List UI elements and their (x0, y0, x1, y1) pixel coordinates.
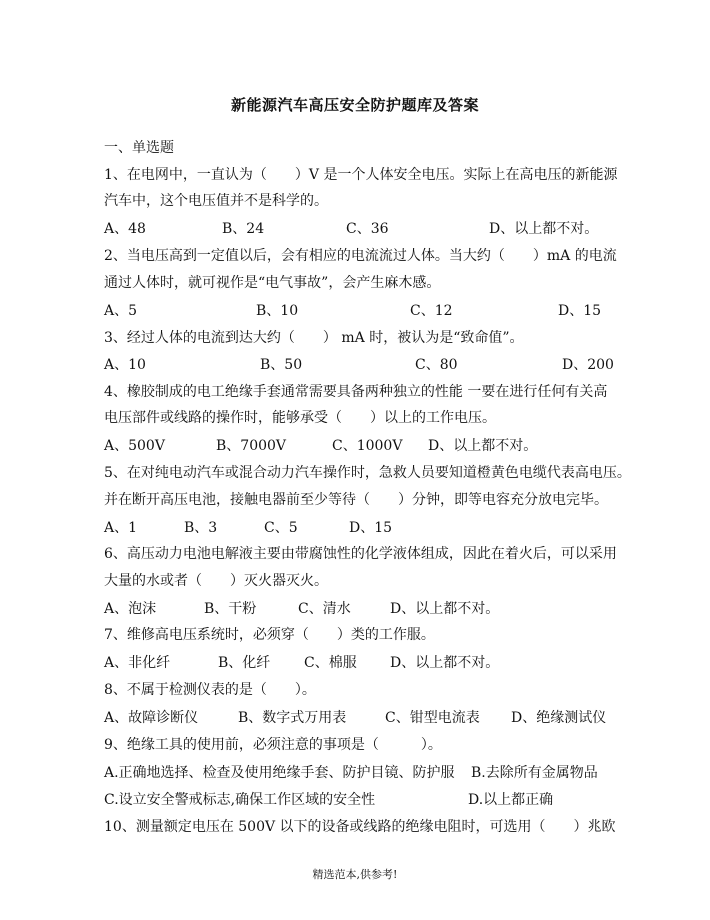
option-b: B、7000V (216, 438, 287, 454)
option-d: D、以上都不对。 (428, 438, 538, 454)
option-d: D、绝缘测试仪 (511, 710, 607, 726)
option-d: D、以上都不对。 (390, 655, 500, 671)
question-4-options (104, 437, 604, 455)
option-b: B、干粉 (204, 601, 257, 617)
option-d: D、以上都不对。 (489, 221, 599, 237)
option-c: C、12 (410, 303, 453, 319)
option-c: C、1000V (332, 438, 403, 454)
option-a: A、500V (104, 438, 165, 454)
question-5-line-2: 并在断开高压电池，接触电器前至少等待（ ）分钟，即等电容充分放电完毕。 (104, 492, 608, 508)
question-5-line-1: 5、在对纯电动汽车或混合动力汽车操作时，急救人员要知道橙黄色电缆代表高电压。 (104, 465, 631, 481)
option-b: B、50 (260, 357, 303, 373)
option-d: D、15 (349, 520, 393, 536)
question-3-options (104, 356, 614, 374)
option-c: C、80 (415, 357, 458, 373)
option-c: C、清水 (298, 601, 351, 617)
question-4-line-2: 电压部件或线路的操作时，能够承受（ ）以上的工作电压。 (104, 410, 496, 426)
question-5-options (104, 519, 604, 537)
option-d: D、15 (558, 303, 602, 319)
section-heading: 一、单选题 (104, 140, 174, 156)
question-2-line-2: 通过人体时，就可视作是“电气事故”，会产生麻木感。 (104, 275, 441, 291)
option-a: A、5 (104, 303, 138, 319)
option-b: B、3 (184, 520, 218, 536)
option-a: A、48 (104, 221, 146, 237)
question-3-line-1: 3、经过人体的电流到达大约（ ） mA 时，被认为是“致命值”。 (104, 330, 524, 346)
question-2-options (104, 302, 604, 320)
question-2-line-1: 2、当电压高到一定值以后，会有相应的电流流过人体。当大约（ ）mA 的电流 (104, 248, 617, 264)
option-d: D.以上都正确 (468, 792, 554, 808)
option-d: D、以上都不对。 (390, 601, 500, 617)
question-6-options (104, 600, 604, 618)
option-b: B、数字式万用表 (238, 710, 347, 726)
option-d: D、200 (562, 357, 614, 373)
question-8-line-1: 8、不属于检测仪表的是（ ）。 (104, 682, 316, 698)
question-1-options (104, 220, 604, 238)
option-a: A、泡沫 (104, 601, 157, 617)
question-1-line-2: 汽车中，这个电压值并不是科学的。 (104, 193, 328, 209)
question-7-line-1: 7、维修高电压系统时，必须穿（ ）类的工作服。 (104, 627, 435, 643)
page-footer: 精选范本,供参考! (312, 868, 398, 881)
option-c: C、棉服 (304, 655, 357, 671)
option-b: B、10 (256, 303, 299, 319)
option-b: B、化纤 (218, 655, 271, 671)
question-9-options-row-1 (104, 764, 604, 782)
question-6-line-2: 大量的水或者（ ）灭火器灭火。 (104, 573, 328, 589)
option-c: C.设立安全警戒标志,确保工作区域的安全性 (104, 792, 376, 808)
option-b: B、24 (222, 221, 265, 237)
question-9-options-row-2 (104, 791, 604, 809)
option-c: C、36 (346, 221, 389, 237)
option-a: A、10 (104, 357, 146, 373)
option-a: A、1 (104, 520, 138, 536)
question-10-line-1: 10、测量额定电压在 500V 以下的设备或线路的绝缘电阻时，可选用（ ）兆欧 (104, 819, 616, 835)
question-6-line-1: 6、高压动力电池电解液主要由带腐蚀性的化学液体组成，因此在着火后，可以采用 (104, 546, 617, 562)
question-8-options (104, 709, 607, 727)
document-title: 新能源汽车高压安全防护题库及答案 (230, 96, 479, 114)
option-a: A、非化纤 (104, 655, 171, 671)
option-b: B.去除所有金属物品 (471, 765, 598, 781)
question-9-line-1: 9、绝缘工具的使用前，必须注意的事项是（ ）。 (104, 737, 442, 753)
option-c: C、5 (264, 520, 298, 536)
option-a: A.正确地选择、检查及使用绝缘手套、防护目镜、防护服 (104, 765, 455, 781)
option-a: A、故障诊断仪 (104, 710, 199, 726)
question-4-line-1: 4、橡胶制成的电工绝缘手套通常需要具备两种独立的性能 一要在进行任何有关高 (104, 384, 608, 400)
option-c: C、钳型电流表 (385, 710, 480, 726)
question-1-line-1: 1、在电网中，一直认为（ ）V 是一个人体安全电压。实际上在高电压的新能源 (104, 167, 618, 183)
question-7-options (104, 654, 604, 672)
